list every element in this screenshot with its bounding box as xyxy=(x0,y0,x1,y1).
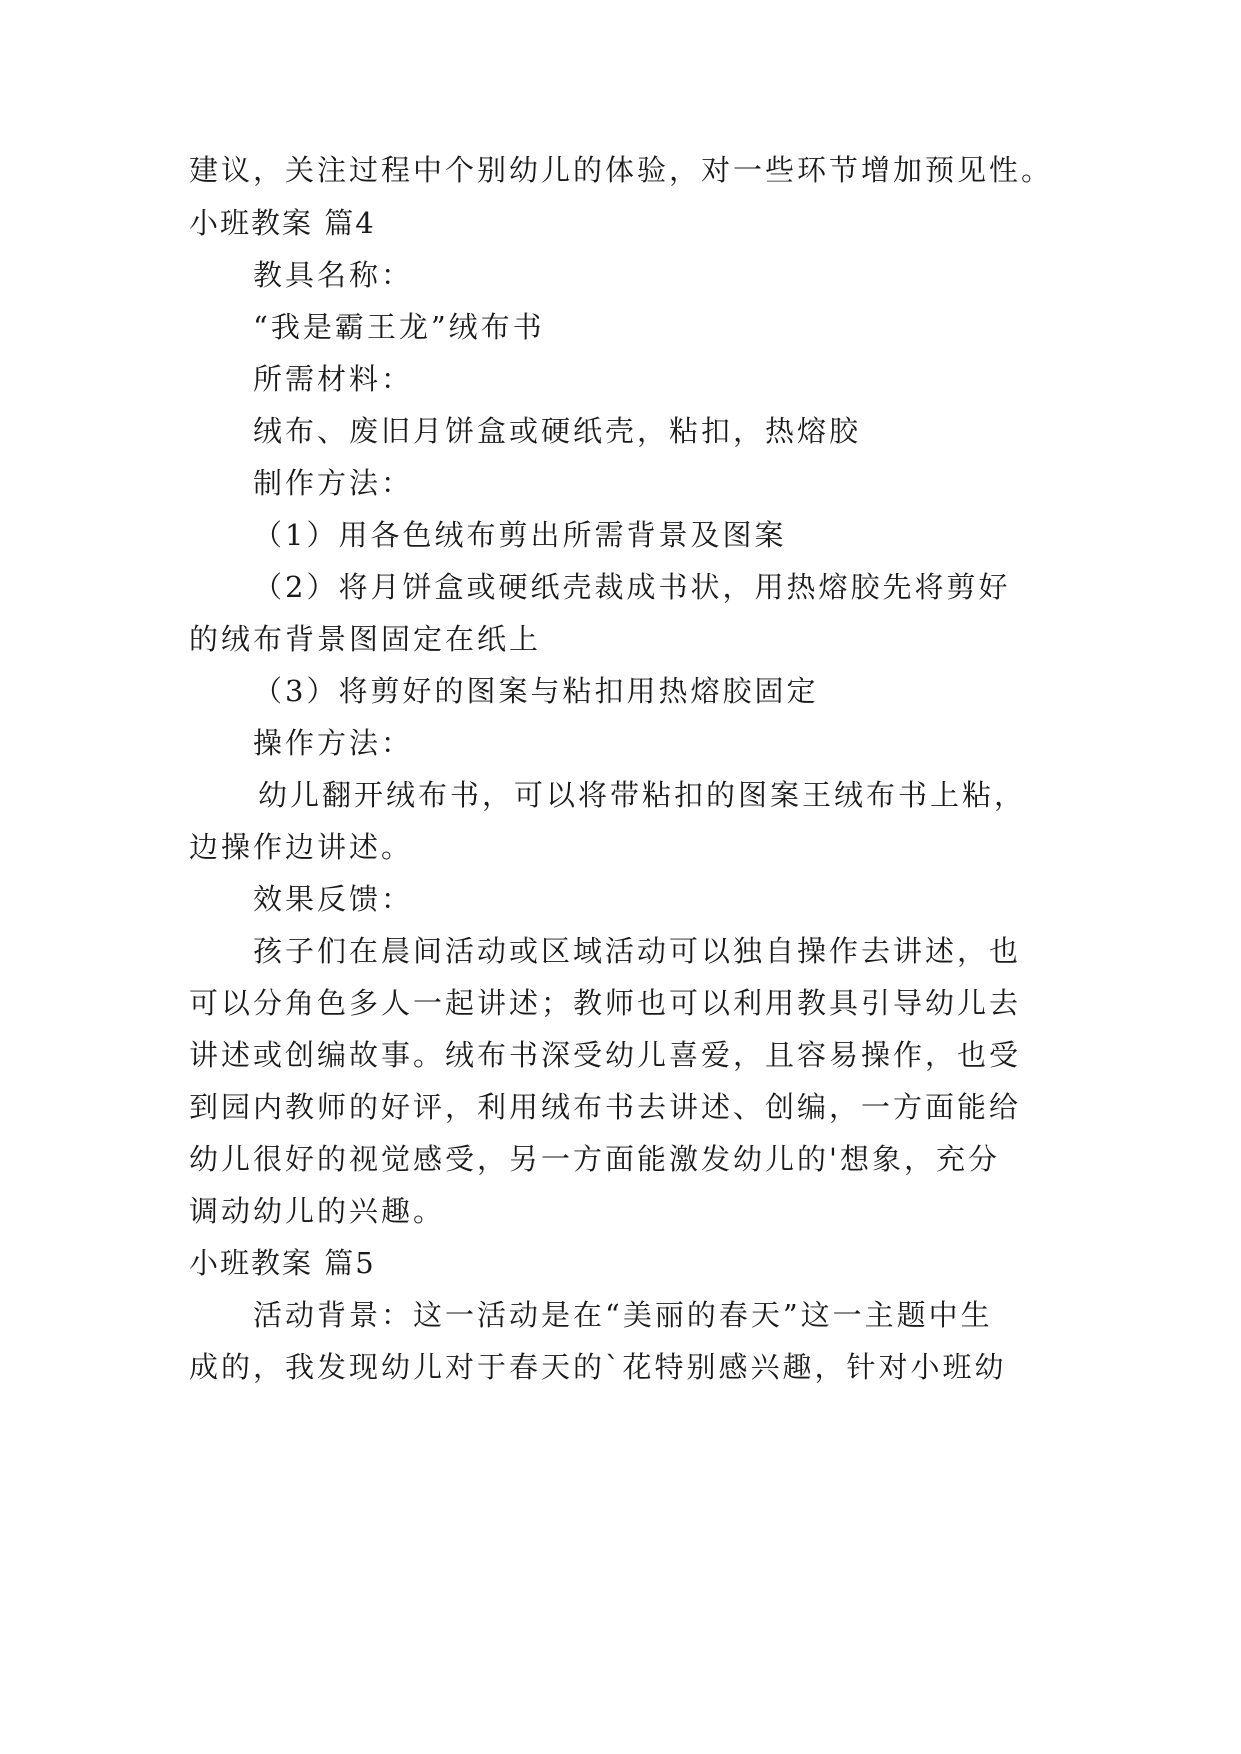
text-line: 幼儿翻开绒布书，可以将带粘扣的图案王绒布书上粘， xyxy=(258,778,1027,812)
text-line: 可以分角色多人一起讲述；教师也可以利用教具引导幼儿去 xyxy=(189,986,1022,1020)
text-line: （1）用各色绒布剪出所需背景及图案 xyxy=(253,518,787,552)
text-line: （2）将月饼盒或硬纸壳裁成书状，用热熔胶先将剪好 xyxy=(253,570,1011,604)
text-line: 活动背景：这一活动是在“美丽的春天”这一主题中生 xyxy=(253,1298,993,1332)
text-line: 到园内教师的好评，利用绒布书去讲述、创编，一方面能给 xyxy=(189,1090,1022,1124)
section-heading: 小班教案 篇4 xyxy=(189,206,376,240)
text-line: 幼儿很好的视觉感受，另一方面能激发幼儿的'想象，充分 xyxy=(189,1142,1000,1176)
text-line: 所需材料： xyxy=(253,362,414,396)
text-line: 讲述或创编故事。绒布书深受幼儿喜爱，且容易操作，也受 xyxy=(189,1038,1022,1072)
text-line: 制作方法： xyxy=(253,466,414,500)
text-line: （3）将剪好的图案与粘扣用热熔胶固定 xyxy=(253,674,819,708)
text-line: 操作方法： xyxy=(253,726,414,760)
text-line: 调动幼儿的兴趣。 xyxy=(189,1194,446,1228)
section-heading: 小班教案 篇5 xyxy=(189,1246,376,1280)
text-line: “我是霸王龙”绒布书 xyxy=(253,310,545,344)
text-line: 建议，关注过程中个别幼儿的体验，对一些环节增加预见性。 xyxy=(189,153,1054,187)
text-line: 边操作边讲述。 xyxy=(189,830,414,864)
text-line: 的绒布背景图固定在纸上 xyxy=(189,622,542,656)
text-line: 效果反馈： xyxy=(253,882,414,916)
text-line: 成的，我发现幼儿对于春天的`花特别感兴趣，针对小班幼 xyxy=(189,1350,1007,1384)
text-line: 教具名称： xyxy=(253,258,414,292)
text-line: 孩子们在晨间活动或区域活动可以独自操作去讲述，也 xyxy=(253,934,1022,968)
text-line: 绒布、废旧月饼盒或硬纸壳，粘扣，热熔胶 xyxy=(253,414,862,448)
